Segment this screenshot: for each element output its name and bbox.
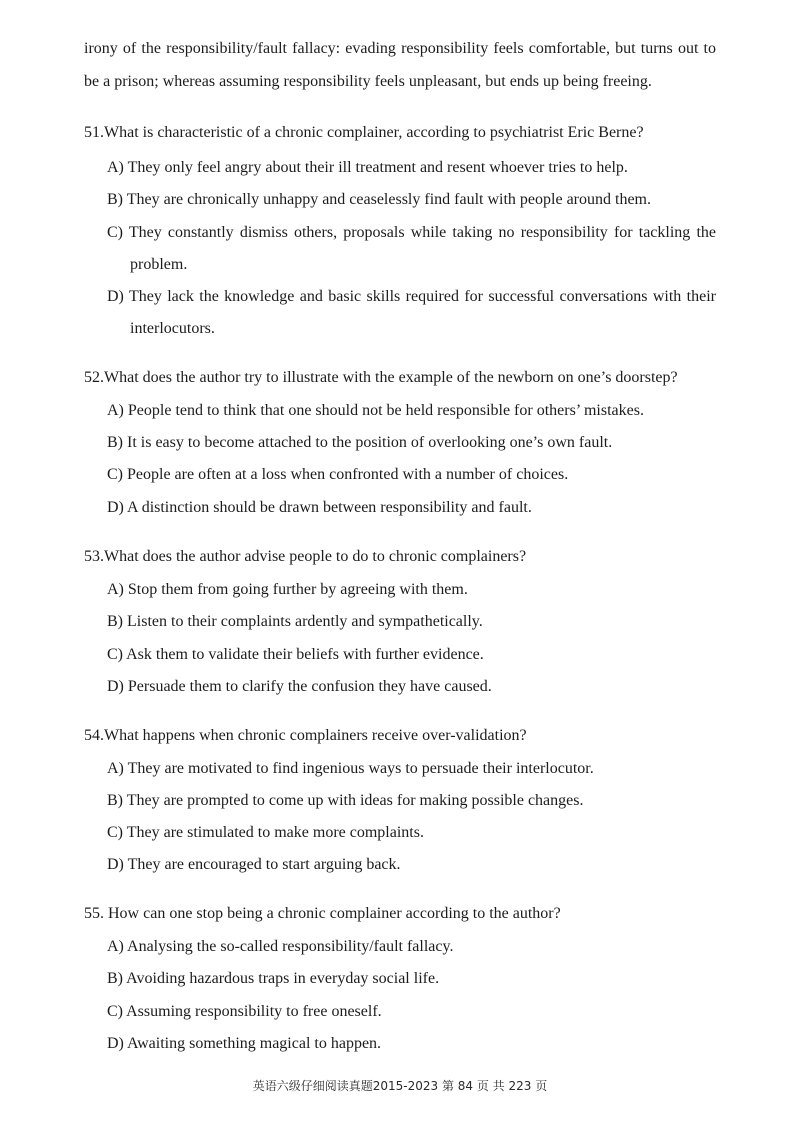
option-52-d — [107, 498, 532, 518]
option-54-b — [107, 791, 583, 811]
question-number: 51. — [84, 124, 104, 141]
question-number: 53. — [84, 548, 104, 565]
question-text: What does the author advise people to do to chronic complainers? — [104, 548, 527, 565]
option-label: C) — [107, 224, 123, 241]
option-53-c — [107, 645, 484, 665]
question-number: 54. — [84, 727, 104, 744]
option-label: B) — [107, 792, 123, 809]
option-continuation: interlocutors. — [130, 320, 215, 337]
option-55-c — [107, 1002, 382, 1022]
option-label: A) — [107, 402, 124, 419]
option-51-b — [107, 190, 651, 210]
option-text: A distinction should be drawn between responsibility and fault. — [127, 499, 532, 516]
option-text: Assuming responsibility to free oneself. — [126, 1003, 382, 1020]
option-text: Ask them to validate their beliefs with further evidence. — [126, 646, 484, 663]
question-55 — [84, 904, 561, 924]
option-label: B) — [107, 191, 123, 208]
option-51-a — [107, 158, 628, 178]
option-52-a — [107, 401, 644, 421]
option-continuation: problem. — [130, 256, 188, 273]
option-52-c — [107, 465, 568, 485]
question-text: What does the author try to illustrate with the example of the newborn on one’s doorstep? — [104, 369, 678, 386]
question-54 — [84, 726, 527, 746]
option-label: B) — [107, 613, 123, 630]
option-text: Awaiting something magical to happen. — [127, 1035, 382, 1052]
intro-line: irony of the responsibility/fault fallacy: evading responsibility feels comfortable, but turns out to — [84, 40, 716, 57]
question-text: What is characteristic of a chronic complainer, according to psychiatrist Eric Berne? — [104, 124, 644, 141]
option-54-a — [107, 759, 594, 779]
question-number: 55. — [84, 905, 104, 922]
option-label: D) — [107, 288, 124, 305]
option-text: Persuade them to clarify the confusion they have caused. — [127, 678, 492, 695]
option-label: C) — [107, 646, 123, 663]
option-text: People are often at a loss when confronted with a number of choices. — [127, 466, 569, 483]
option-54-d — [107, 855, 401, 875]
option-label: B) — [107, 970, 123, 987]
option-text: They are chronically unhappy and ceaselessly find fault with people around them. — [126, 191, 651, 208]
option-text: Avoiding hazardous traps in everyday social life. — [126, 970, 440, 987]
option-text: They are stimulated to make more complaints. — [126, 824, 424, 841]
option-text: They constantly dismiss others, proposals while taking no responsibility for tackling the — [128, 224, 716, 241]
question-number: 52. — [84, 369, 104, 386]
option-53-b — [107, 612, 483, 632]
option-label: A) — [107, 159, 124, 176]
option-text: They only feel angry about their ill treatment and resent whoever tries to help. — [127, 159, 628, 176]
option-label: A) — [107, 581, 124, 598]
option-text: Analysing the so-called responsibility/fault fallacy. — [127, 938, 454, 955]
option-text: They are motivated to find ingenious ways to persuade their interlocutor. — [127, 760, 594, 777]
question-text: What happens when chronic complainers receive over-validation? — [104, 727, 527, 744]
option-53-a — [107, 580, 468, 600]
option-label: C) — [107, 1003, 123, 1020]
option-text: They are encouraged to start arguing back. — [127, 856, 401, 873]
option-label: D) — [107, 1035, 124, 1052]
option-label: D) — [107, 499, 124, 516]
option-52-b — [107, 433, 612, 453]
question-text: How can one stop being a chronic complainer according to the author? — [108, 905, 561, 922]
option-55-a — [107, 937, 453, 957]
option-51-d — [107, 287, 716, 307]
option-text: They lack the knowledge and basic skills required for successful conversations with their — [128, 288, 716, 305]
option-55-b — [107, 969, 439, 989]
question-51 — [84, 123, 644, 143]
option-label: A) — [107, 760, 124, 777]
option-label: A) — [107, 938, 124, 955]
option-text: Stop them from going further by agreeing with them. — [127, 581, 468, 598]
option-label: B) — [107, 434, 123, 451]
intro-line: be a prison; whereas assuming responsibility feels unpleasant, but ends up being freeing. — [84, 73, 652, 90]
option-55-d — [107, 1034, 381, 1054]
option-text: They are prompted to come up with ideas for making possible changes. — [126, 792, 584, 809]
option-51-c — [107, 223, 716, 243]
option-text: It is easy to become attached to the position of overlooking one’s own fault. — [127, 434, 613, 451]
option-label: D) — [107, 856, 124, 873]
option-label: C) — [107, 466, 123, 483]
option-text: People tend to think that one should not be held responsible for others’ mistakes. — [127, 402, 644, 419]
option-label: D) — [107, 678, 124, 695]
option-text: Listen to their complaints ardently and sympathetically. — [127, 613, 483, 630]
option-54-c — [107, 823, 424, 843]
question-52 — [84, 368, 678, 388]
option-53-d — [107, 677, 492, 697]
question-53 — [84, 547, 526, 567]
option-label: C) — [107, 824, 123, 841]
page-footer: 英语六级仔细阅读真题2015-2023 第 84 页 共 223 页 — [252, 1079, 548, 1093]
